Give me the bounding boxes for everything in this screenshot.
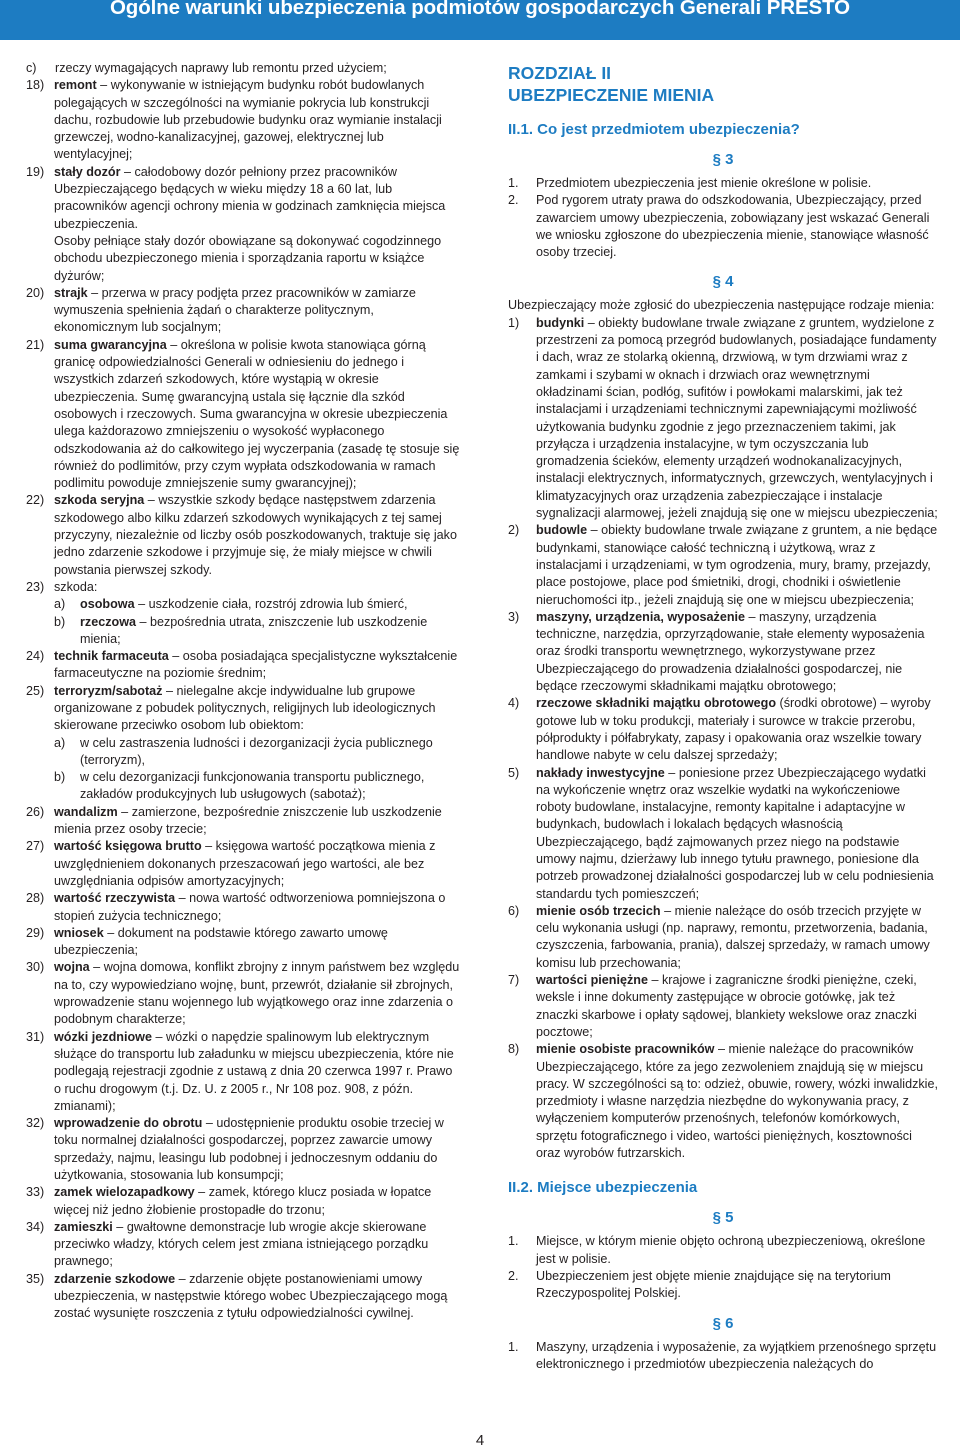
definition-item: 30) wojna – wojna domowa, konflikt zbrojny z innym państwem bez względu na to, czy wypowiedziano wojnę, bunt, przewrót, działanie sił zbrojnych, wprowadzenie stanu wojennego lub wyjątkowego oraz inne zdarzenia o podobnym charakterze; (26, 960, 460, 1027)
chapter-title: ROZDZIAŁ II UBEZPIECZENIE MIENIA (508, 63, 715, 105)
clause-item: 1) budynki – obiekty budowlane trwale związane z gruntem, wydzielone z przestrzeni za pomocą przegród budowlanych, posiadające fundamenty i dach, wraz ze stolarką okienną, drzwiową, w tym drzwiami wraz z zamkami i szybami w oknach i drzwiach oraz wewnętrznymi okładzinami ścian, podłóg, sufitów i powłokami malarskimi, jak też instalacjami i urządzeniami technicznymi zapewniającymi możliwość użytkowania budynku zgodnie z jego przeznaczeniem takimi, jak przyłącza i urządzenia instalacyjne, w tym oczyszczania lub gromadzenia ścieków, elementy urządzeń wodnokanalizacyjnych, instalacji elektrycznych, informatycznych, grzewczych, wentylacyjnych i klimatyzacyjnych oraz urządzenia zabezpieczające i instalacje sygnalizacji alarmowej, jeżeli znajdują się one w miejscu ubezpieczenia; (508, 315, 938, 521)
right-column (508, 62, 938, 1373)
definition-item: 19) stały dozór – całodobowy dozór pełniony przez pracowników Ubezpieczającego będących w wieku między 18 a 60 lat, lub pracowników agencji ochrony mienia w godzinach zamknięcia miejsca ubezpieczenia. (26, 164, 446, 231)
definition-item: 24) technik farmaceuta – osoba posiadająca specjalistyczne wykształcenie farmaceutyczne na poziomie średnim; (26, 649, 458, 681)
definition-term: osobowa (80, 597, 135, 612)
clause-term: budowle (536, 523, 588, 538)
clause-item: 8) mienie osobiste pracowników – mienie należące do pracowników Ubezpieczającego, które za jego zezwoleniem znajdują się w miejscu pracy. W szczególności są to: odzież, obuwie, rowery, wózki inwalidzkie, przedmioty i własne narzędzia niezbędne do wykonywania pracy, z wyłączeniem komputerów przenośnych, telefonów komórkowych, sprzętu fotograficznego i video, wartości pieniężnych, kosztowności oraz wyrobów futrzarskich. (508, 1042, 938, 1161)
definition-term: zamek wielozapadkowy (54, 1185, 195, 1200)
section-heading: II.2. Miejsce ubezpieczenia (508, 1179, 698, 1197)
clause-item: 4) rzeczowe składniki majątku obrotowego (środki obrotowe) – wyroby gotowe lub w toku produkcji, materiały i surowce w trakcie przerobu, półprodukty i półfabrykaty, zapasy i opakowania oraz wszelkie towary handlowe nabyte w celu dalszej sprzedaży; (508, 696, 931, 763)
definition-term: wandalizm (54, 804, 118, 819)
definition-paragraph: Osoby pełniące stały dozór obowiązane są dokonywać cogodzinnego obchodu ubezpieczonego mienia i sporządzania raportu w książce dyżurów; (54, 233, 442, 283)
definition-item: 20) strajk – przerwa w pracy podjęta przez pracowników w zamiarze wymuszenia spełnienia żądań o charakterze politycznym, ekonomicznym lub socjalnym; (26, 285, 416, 335)
definition-item: 34) zamieszki – gwałtowne demonstracje lub wrogie akcje skierowane przeciwko władzy, których celem jest zmiana istniejącego porządku prawnego; (26, 1219, 429, 1269)
definition-item: 23) szkoda: (26, 579, 98, 594)
paragraph-symbol: § 6 (712, 1314, 734, 1332)
definition-term: strajk (54, 285, 88, 300)
definition-term: wniosek (54, 925, 104, 940)
definition-subitem: a) w celu zastraszenia ludności i dezorganizacji życia publicznego (terroryzm), (54, 735, 433, 767)
clause-item: 1. Maszyny, urządzenia i wyposażenie, za wyjątkiem przenośnego sprzętu elektronicznego i przedmiotów ubezpieczenia należących do (508, 1339, 937, 1371)
clause-item: 1. Przedmiotem ubezpieczenia jest mienie określone w polisie. (508, 176, 872, 190)
definition-term: wartość księgowa brutto (54, 839, 202, 854)
definition-item: 33) zamek wielozapadkowy – zamek, którego klucz posiada w łopatce więcej niż jedno żłobienie prostopadłe do trzonu; (26, 1185, 432, 1217)
header-title: Ogólne warunki ubezpieczenia podmiotów gospodarczych Generali PRESTO (109, 0, 851, 19)
definition-item: 26) wandalizm – zamierzone, bezpośrednie zniszczenie lub uszkodzenie mienia przez osoby trzecie; (26, 804, 442, 837)
clause-term: maszyny, urządzenia, wyposażenie (536, 609, 746, 624)
clause-item: 2) budowle – obiekty budowlane trwale związane z gruntem, a nie będące budynkami, stanowiące całość techniczną i użytkową, wraz z instalacjami i urządzeniami, w tym ogrodzenia, mury, bramy, przejazdy, place postojowe, place pod śmietniki, drogi, chodniki i oświetlenie nieruchomości itp., jeżeli znajdują się one w miejscu ubezpieczenia; (508, 523, 938, 607)
definition-item: 25) terroryzm/sabotaż – nielegalne akcje indywidualne lub grupowe organizowane z pobudek politycznych, religijnych lub ideologicznych skierowane przeciwko osobom lub obiektom: (26, 683, 436, 733)
definition-item: 29) wniosek – dokument na podstawie którego zawarto umowę ubezpieczenia; (26, 925, 388, 958)
definition-term: wartość rzeczywista (54, 891, 176, 906)
definition-subitem: b) w celu dezorganizacji funkcjonowania transportu publicznego, zakładów produkcyjnych lub usługowych (sabotaż); (54, 770, 425, 802)
definition-term: wózki jezdniowe (54, 1029, 152, 1044)
section-heading: II.1. Co jest przedmiotem ubezpieczenia? (508, 121, 800, 138)
definition-term: zamieszki (54, 1219, 113, 1234)
definition-term: remont (54, 78, 97, 93)
definition-item: c) rzeczy wymagających naprawy lub remontu przed użyciem; (26, 61, 387, 75)
definition-item: 32) wprowadzenie do obrotu – udostępnienie produktu osobie trzeciej w toku normalnej działalności gospodarczej, poprzez zawarcie umowy sprzedaży, najmu, leasingu lub podobnej i jednoczesnym oddaniu do użytkowania, stosowania lub konsumpcji; (26, 1116, 444, 1182)
clause-item: 3) maszyny, urządzenia, wyposażenie – maszyny, urządzenia techniczne, narzędzia, oprzyrządowanie, stałe elementy wyposażenia oraz środki transportu wewnętrznego, wykorzystywane przez Ubezpieczającego do prowadzenia działalności gospodarczej, nie będące rzeczowymi składnikami majątku obrotowego; (508, 609, 925, 694)
definition-item: 22) szkoda seryjna – wszystkie szkody będące następstwem zdarzenia szkodowego albo kilku zdarzeń szkodowych wynikających z tej samej przyczyny, niezależnie od liczby osób poszkodowanych, traktuje się jako jedno zdarzenie szkodowe i przyjmuje się, że miały miejsce w chwili powstania pierwszej szkody. (26, 493, 457, 577)
definition-term: rzeczowa (80, 614, 136, 629)
definition-term: szkoda seryjna (54, 493, 145, 508)
definition-item: 18) remont – wykonywanie w istniejącym budynku robót budowlanych polegających w szczególności na wymianie pokrycia lub konstrukcji dachu, rozbudowie lub przebudowie budynku oraz wymianie instalacji grzewczej, wodno-kanalizacyjnej, gazowej, elektrycznej lub wentylacyjnej; (26, 78, 442, 162)
clause-term: nakłady inwestycyjne (536, 765, 665, 780)
definition-term: suma gwarancyjna (54, 337, 167, 352)
clause-item: 5) nakłady inwestycyjne – poniesione przez Ubezpieczającego wydatki na wykończenie wnętrz oraz wszelkie wydatki na wykończeniowe roboty budowlane, instalacyjne, remonty kapitalne i adaptacyjne w budynkach, budowlach i lokalach będących własnością Ubezpieczającego, bądź zajmowanych przez niego na podstawie umowy najmu, dzierżawy lub innego tytułu prawnego, poniesione dla potrzeb prowadzonej działalności gospodarczej lub w celu podniesienia standardu tych pomieszczeń; (508, 765, 934, 901)
definition-item: 28) wartość rzeczywista – nowa wartość odtworzeniowa pomniejszona o stopień zużycia technicznego; (26, 891, 446, 923)
clause-item: 2. Ubezpieczeniem jest objęte mienie znajdujące się na terytorium Rzeczypospolitej Polskiej. (508, 1268, 891, 1301)
page-number: 4 (475, 1432, 485, 1449)
clause-item: 2. Pod rygorem utraty prawa do odszkodowania, Ubezpieczający, przed zawarciem umowy ubezpieczenia, zobowiązany jest wskazać Generali we wniosku zgłoszone do ubezpieczenia mienie, stanowiące własność osoby trzeciej. (508, 193, 930, 260)
paragraph-symbol: § 5 (712, 1209, 734, 1227)
definition-term: wprowadzenie do obrotu (54, 1116, 203, 1131)
definition-item: 31) wózki jezdniowe – wózki o napędzie spalinowym lub elektrycznym służące do transportu lub załadunku w miejscu ubezpieczenia, które nie podlegają rejestracji zgodnie z ustawą z dnia 20 czerwca 1997 r. Prawo o ruchu drogowym (t.j. Dz. U. z 2005 r., Nr 108 poz. 908, z późn. zmianami); (26, 1029, 454, 1113)
definition-item: 35) zdarzenie szkodowe – zdarzenie objęte postanowieniami umowy ubezpieczenia, w następstwie którego wobec Ubezpieczającego mogą zostać wysunięte roszczenia z tytułu odpowiedzialności cywilnej. (26, 1271, 448, 1321)
definition-term: zdarzenie szkodowe (54, 1271, 176, 1286)
clause-term: rzeczowe składniki majątku obrotowego (536, 696, 777, 711)
clause-item: 7) wartości pieniężne – krajowe i zagraniczne środki pieniężne, czeki, weksle i inne dokumenty zastępujące w obrocie gotówkę, jak też znaczki skarbowe i opłaty sądowej, blankiety wekslowe oraz znaczki pocztowe; (508, 973, 917, 1039)
paragraph-symbol: § 4 (712, 273, 734, 291)
left-column (26, 60, 460, 1323)
clause-term: mienie osób trzecich (536, 903, 661, 918)
clause-term: mienie osobiste pracowników (536, 1042, 715, 1057)
clause-item: 6) mienie osób trzecich – mienie należące do osób trzecich przyjęte w celu wykonania usługi (np. naprawy, remontu, przetworzenia, badania, czyszczenia, farbowania, prania), dalszej sprzedaży, w ramach umowy komisu lub przechowania; (508, 903, 930, 970)
definition-term: technik farmaceuta (54, 649, 169, 664)
definition-subitem: a) osobowa – uszkodzenie ciała, rozstrój zdrowia lub śmierć, (54, 597, 408, 612)
clause-term: budynki (536, 315, 585, 330)
definition-term: wojna (54, 960, 90, 975)
clause-item: 1. Miejsce, w którym mienie objęto ochroną ubezpieczeniową, określone jest w polisie. (508, 1234, 926, 1266)
definition-term: terroryzm/sabotaż (54, 683, 163, 698)
definition-term: stały dozór (54, 164, 121, 179)
definition-subitem: b) rzeczowa – bezpośrednia utrata, zniszczenie lub uszkodzenie mienia; (54, 614, 428, 646)
paragraph-symbol: § 3 (712, 151, 734, 168)
clause-term: wartości pieniężne (536, 973, 648, 988)
clause-intro: Ubezpieczający może zgłosić do ubezpieczenia następujące rodzaje mienia: (508, 298, 935, 313)
definition-item: 27) wartość księgowa brutto – księgowa wartość początkowa mienia z uwzględnieniem dokonanych przeszacowań jego wartości, ale bez uwzględniania odpisów amortyzacyjnych; (26, 839, 436, 888)
document-header (0, 0, 960, 40)
definition-item: 21) suma gwarancyjna – określona w polisie kwota stanowiąca górną granicę odpowiedzialności Generali w odniesieniu do jednego i wszystkich zdarzeń szkodowych, które wystąpią w okresie ubezpieczenia. Sumę gwarancyjną ustala się łącznie dla szkód osobowych i rzeczowych. Suma gwarancyjna w okresie ubezpieczenia ulega każdorazowo zmniejszeniu o wysokość wypłaconego odszkodowania aż do całkowitego jej wyczerpania (zasadę tę stosuje się również do podlimitów, przy czym wypłata odszkodowania w ramach podlimitu powoduje zmniejszenie sumy gwarancyjnej); (26, 337, 460, 491)
